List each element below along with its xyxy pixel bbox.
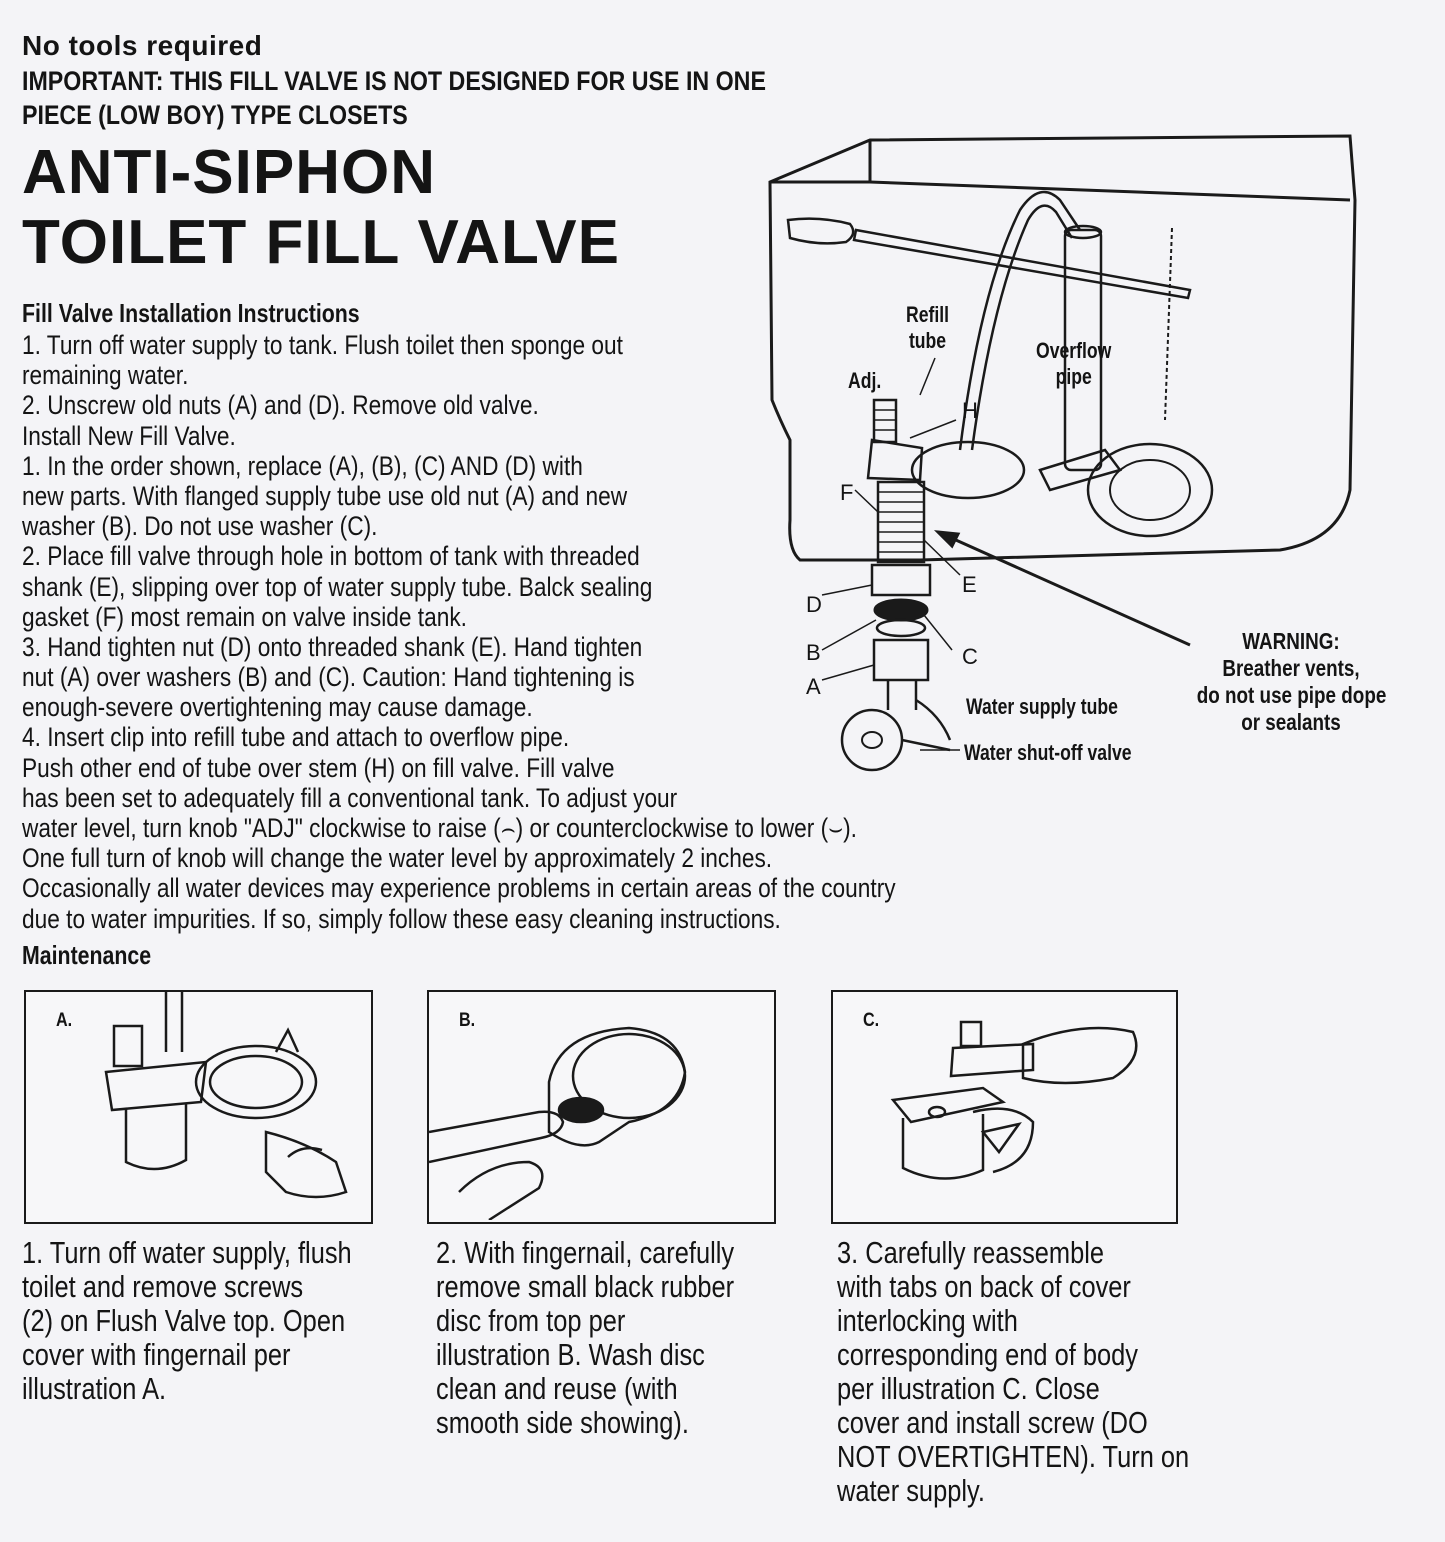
instruction-line: enough-severe overtightening may cause damage.: [22, 692, 533, 723]
overflow-pipe-label: Overflow pipe: [1036, 338, 1112, 389]
instruction-line: 4. Insert clip into refill tube and attach to overflow pipe.: [22, 722, 570, 753]
instruction-line: water level, turn knob "ADJ" clockwise to raise (⌢) or counterclockwise to lower (⌣).: [22, 813, 857, 843]
instruction-line: Push other end of tube over stem (H) on fill valve. Fill valve: [22, 752, 615, 783]
maintenance-step-2: 2. With fingernail, carefully remove small black rubber disc from top per illustration B. Wash disc clean and reuse (with smooth side showing).: [436, 1235, 735, 1440]
important-warning-line-2: PIECE (LOW BOY) TYPE CLOSETS: [22, 100, 408, 130]
illustration-b: [427, 990, 776, 1224]
illustration-label: B.: [459, 1010, 476, 1031]
water-shutoff-valve-label: Water shut-off valve: [964, 740, 1132, 765]
instruction-line: shank (E), slipping over top of water supply tube. Balck sealing: [22, 571, 653, 602]
maintenance-heading: Maintenance: [22, 940, 152, 970]
page-title-line-1: ANTI-SIPHON: [22, 138, 436, 207]
instruction-line: One full turn of knob will change the water level by approximately 2 inches.: [22, 843, 773, 874]
maintenance-step-1: 1. Turn off water supply, flush toilet and remove screws (2) on Flush Valve top. Open cover with fingernail per illustration A.: [22, 1235, 352, 1406]
remove-disc-illustration: [429, 992, 773, 1220]
part-c-label: C: [962, 644, 978, 669]
maintenance-step-3: 3. Carefully reassemble with tabs on back of cover interlocking with corresponding end of body per illustration C. Close cover and install screw (DO NOT OVERTIGHTEN). Turn on water supply.: [837, 1235, 1190, 1508]
instruction-line: 2. Unscrew old nuts (A) and (D). Remove old valve.: [22, 390, 539, 421]
important-warning-line-1: IMPORTANT: THIS FILL VALVE IS NOT DESIGNED FOR USE IN ONE: [22, 66, 766, 96]
instruction-line: has been set to adequately fill a conventional tank. To adjust your: [22, 782, 678, 813]
instruction-line: washer (B). Do not use washer (C).: [22, 511, 378, 542]
open-cover-illustration: [26, 992, 370, 1220]
instruction-line: Install New Fill Valve.: [22, 420, 236, 451]
adj-label: Adj.: [848, 368, 882, 393]
part-d-label: D: [806, 592, 822, 617]
instruction-line: 2. Place fill valve through hole in bottom of tank with threaded: [22, 541, 640, 572]
instruction-line: new parts. With flanged supply tube use old nut (A) and new: [22, 480, 628, 511]
illustration-c: [831, 990, 1178, 1224]
instruction-line: 3. Hand tighten nut (D) onto threaded shank (E). Hand tighten: [22, 631, 643, 662]
water-supply-tube-label: Water supply tube: [966, 694, 1118, 719]
part-h-label: H: [962, 398, 978, 423]
refill-tube-label: Refill tube: [906, 302, 950, 353]
instruction-line: nut (A) over washers (B) and (C). Caution: Hand tightening is: [22, 662, 635, 693]
instruction-line: 1. Turn off water supply to tank. Flush toilet then sponge out: [22, 330, 623, 360]
part-f-label: F: [840, 480, 854, 505]
no-tools-note: No tools required: [22, 30, 263, 61]
instruction-line: 1. In the order shown, replace (A), (B), (C) AND (D) with: [22, 450, 583, 481]
illustration-a: [24, 990, 373, 1224]
page-title-line-2: TOILET FILL VALVE: [22, 208, 620, 277]
warning-note: WARNING: Breather vents, do not use pipe dope or sealants: [1196, 628, 1387, 735]
instruction-line: gasket (F) most remain on valve inside tank.: [22, 601, 467, 632]
illustration-label: A.: [56, 1010, 73, 1031]
instruction-line: due to water impurities. If so, simply follow these easy cleaning instructions.: [22, 903, 781, 934]
reassemble-illustration: [833, 992, 1175, 1220]
part-a-label: A: [806, 674, 821, 699]
tank-diagram: [760, 120, 1440, 780]
installation-heading: Fill Valve Installation Instructions: [22, 298, 360, 328]
part-e-label: E: [962, 572, 977, 597]
illustration-label: C.: [863, 1010, 880, 1031]
part-b-label: B: [806, 640, 821, 665]
instruction-line: Occasionally all water devices may experience problems in certain areas of the country: [22, 873, 896, 904]
instruction-line: remaining water.: [22, 360, 189, 391]
